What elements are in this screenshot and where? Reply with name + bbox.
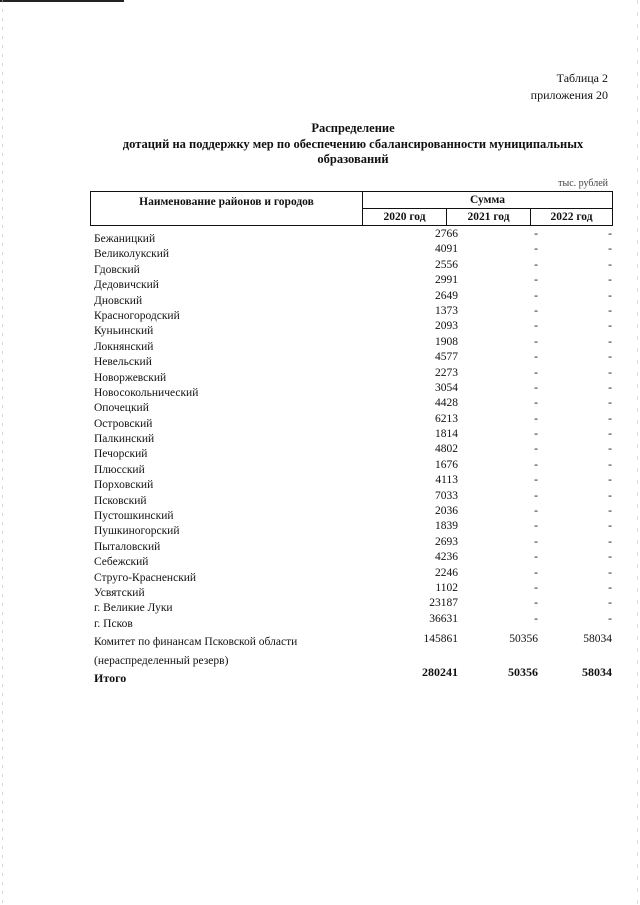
value-2020: 1814 <box>435 428 458 441</box>
header-year-2020: 2020 год <box>363 209 447 225</box>
table-row <box>94 550 613 569</box>
value-2020: 4113 <box>435 474 458 487</box>
district-name: Дновский <box>94 294 143 307</box>
value-2021: - <box>534 335 538 348</box>
table-row <box>94 504 613 523</box>
district-name: Новоржевский <box>94 371 167 384</box>
value-2021: - <box>534 351 538 364</box>
value-2020: 36631 <box>429 612 458 625</box>
table-row <box>94 396 613 415</box>
value-2021: - <box>534 228 538 240</box>
value-2022: - <box>608 228 612 240</box>
district-name: Локнянский <box>94 340 154 353</box>
district-name: Пушкиногорский <box>94 525 180 538</box>
table-row <box>94 442 613 461</box>
value-2021: - <box>534 597 538 610</box>
title-line-2: дотаций на поддержку мер по обеспечению сбалансированности муниципальных <box>122 137 584 151</box>
value-2021: - <box>534 304 538 317</box>
value-2022: - <box>608 505 612 518</box>
value-2021: - <box>534 412 538 425</box>
district-name: г. Псков <box>94 617 133 630</box>
value-2021: - <box>534 535 538 548</box>
table-row <box>94 350 613 369</box>
scan-right-edge <box>637 0 638 905</box>
value-2022: - <box>608 597 612 610</box>
value-2022: - <box>608 458 612 471</box>
value-2021: - <box>534 428 538 441</box>
header-year-2022: 2022 год <box>550 211 593 223</box>
table-row <box>94 612 613 630</box>
value-2020: 4091 <box>435 243 458 256</box>
table-row <box>94 519 613 538</box>
table-row <box>94 381 613 399</box>
total-2022: 58034 <box>582 665 612 679</box>
value-2022: - <box>608 489 612 502</box>
value-2021: - <box>534 289 538 302</box>
value-2020: 1676 <box>435 458 458 471</box>
value-2020: 1908 <box>435 335 458 348</box>
scan-left-edge <box>2 0 3 905</box>
appendix-note: приложения 20 <box>530 88 608 102</box>
value-2022: - <box>608 412 612 425</box>
committee-name: Комитет по финансам Псковской области <box>94 636 298 648</box>
table-row <box>94 273 613 292</box>
table-row <box>94 319 613 338</box>
table-row <box>94 458 613 476</box>
value-2020: 6213 <box>435 412 458 425</box>
value-2022: - <box>608 474 612 487</box>
district-name: Гдовский <box>94 263 140 276</box>
value-2021: - <box>534 474 538 487</box>
value-2020: 4802 <box>435 443 458 456</box>
value-2020: 2556 <box>435 258 458 271</box>
value-2021: - <box>534 443 538 456</box>
value-2022: - <box>608 258 612 271</box>
value-2020: 1102 <box>435 581 458 594</box>
value-2021: - <box>534 366 538 379</box>
table-row <box>94 427 613 446</box>
district-name: Печорский <box>94 448 148 461</box>
value-2021: - <box>534 274 538 287</box>
value-2020: 3054 <box>435 381 458 394</box>
value-2022: - <box>608 289 612 302</box>
district-name: Красногородский <box>94 309 180 322</box>
value-2020: 1373 <box>435 304 458 317</box>
value-2022: - <box>608 397 612 410</box>
district-name: Невельский <box>94 356 152 369</box>
header-name-label: Наименование районов и городов <box>139 196 314 208</box>
value-2021: - <box>534 320 538 333</box>
district-name: Дедовичский <box>94 279 159 292</box>
value-2021: - <box>534 258 538 271</box>
total-label: Итого <box>94 671 127 685</box>
value-2022: - <box>608 381 612 394</box>
value-2020: 2991 <box>435 274 458 287</box>
table-row <box>94 489 613 507</box>
table-row <box>94 227 613 245</box>
district-name: Усвятский <box>94 586 145 599</box>
committee-2022: 58034 <box>583 633 612 645</box>
value-2022: - <box>608 443 612 456</box>
value-2021: - <box>534 612 538 625</box>
value-2020: 4236 <box>435 551 458 564</box>
value-2020: 23187 <box>429 597 458 610</box>
table-row <box>94 366 613 384</box>
table-row <box>94 304 613 322</box>
value-2022: - <box>608 428 612 441</box>
units-label: тыс. рублей <box>558 178 608 189</box>
district-name: Великолукский <box>94 248 170 261</box>
value-2020: 2036 <box>435 505 458 518</box>
value-2022: - <box>608 274 612 287</box>
value-2020: 1839 <box>435 520 458 533</box>
value-2022: - <box>608 366 612 379</box>
committee-name-note: (нераспределенный резерв) <box>94 655 229 667</box>
value-2020: 2766 <box>435 228 458 240</box>
table-row <box>94 535 613 553</box>
value-2020: 2693 <box>435 535 458 548</box>
value-2021: - <box>534 581 538 594</box>
value-2020: 7033 <box>435 489 458 502</box>
value-2020: 4577 <box>435 351 458 364</box>
header-year-2021: 2021 год <box>447 209 531 225</box>
value-2021: - <box>534 397 538 410</box>
header-name-column <box>91 192 363 225</box>
table-row <box>94 596 613 615</box>
title-line-3: образований <box>317 152 389 166</box>
table-row <box>94 289 613 307</box>
table-row <box>94 258 613 276</box>
table-row <box>94 473 613 492</box>
district-name: Пыталовский <box>94 540 161 553</box>
value-2022: - <box>608 612 612 625</box>
value-2022: - <box>608 243 612 256</box>
value-2022: - <box>608 581 612 594</box>
value-2022: - <box>608 304 612 317</box>
value-2020: 2273 <box>435 366 458 379</box>
committee-2020: 145861 <box>423 633 458 645</box>
district-name: Струго-Красненский <box>94 571 197 584</box>
table-row <box>94 566 613 584</box>
table-row <box>94 335 613 353</box>
value-2020: 4428 <box>435 397 458 410</box>
value-2022: - <box>608 566 612 579</box>
value-2022: - <box>608 551 612 564</box>
total-2021: 50356 <box>508 665 538 679</box>
committee-2021: 50356 <box>509 633 538 645</box>
total-2020: 280241 <box>422 665 458 679</box>
value-2020: 2649 <box>435 289 458 302</box>
district-name: Островский <box>94 417 153 430</box>
value-2022: - <box>608 320 612 333</box>
value-2020: 2093 <box>435 320 458 333</box>
district-name: Куньинский <box>94 325 154 338</box>
value-2021: - <box>534 566 538 579</box>
value-2022: - <box>608 351 612 364</box>
district-name: Себежский <box>94 556 149 569</box>
value-2022: - <box>608 535 612 548</box>
table-body <box>94 227 613 630</box>
district-name: Порховский <box>94 479 154 492</box>
district-name: Новосокольнический <box>94 386 199 399</box>
value-2021: - <box>534 243 538 256</box>
district-name: Плюсский <box>94 463 145 476</box>
district-name: Бежаницкий <box>94 233 156 245</box>
table-row <box>94 242 613 261</box>
value-2021: - <box>534 489 538 502</box>
value-2022: - <box>608 520 612 533</box>
district-name: Палкинский <box>94 433 155 446</box>
table-number-note: Таблица 2 <box>556 71 608 85</box>
value-2021: - <box>534 381 538 394</box>
title-line-1: Распределение <box>311 121 395 135</box>
district-name: Пустошкинский <box>94 510 174 523</box>
table-row <box>94 581 613 599</box>
value-2021: - <box>534 520 538 533</box>
value-2021: - <box>534 458 538 471</box>
value-2022: - <box>608 335 612 348</box>
header-sum-column: Сумма <box>363 192 612 209</box>
district-name: г. Великие Луки <box>94 602 173 615</box>
scan-top-bar <box>0 0 124 2</box>
value-2021: - <box>534 505 538 518</box>
table-row <box>94 412 613 430</box>
table-header <box>90 191 613 226</box>
district-name: Опочецкий <box>94 402 149 415</box>
value-2021: - <box>534 551 538 564</box>
district-name: Псковский <box>94 494 147 507</box>
value-2020: 2246 <box>435 566 458 579</box>
